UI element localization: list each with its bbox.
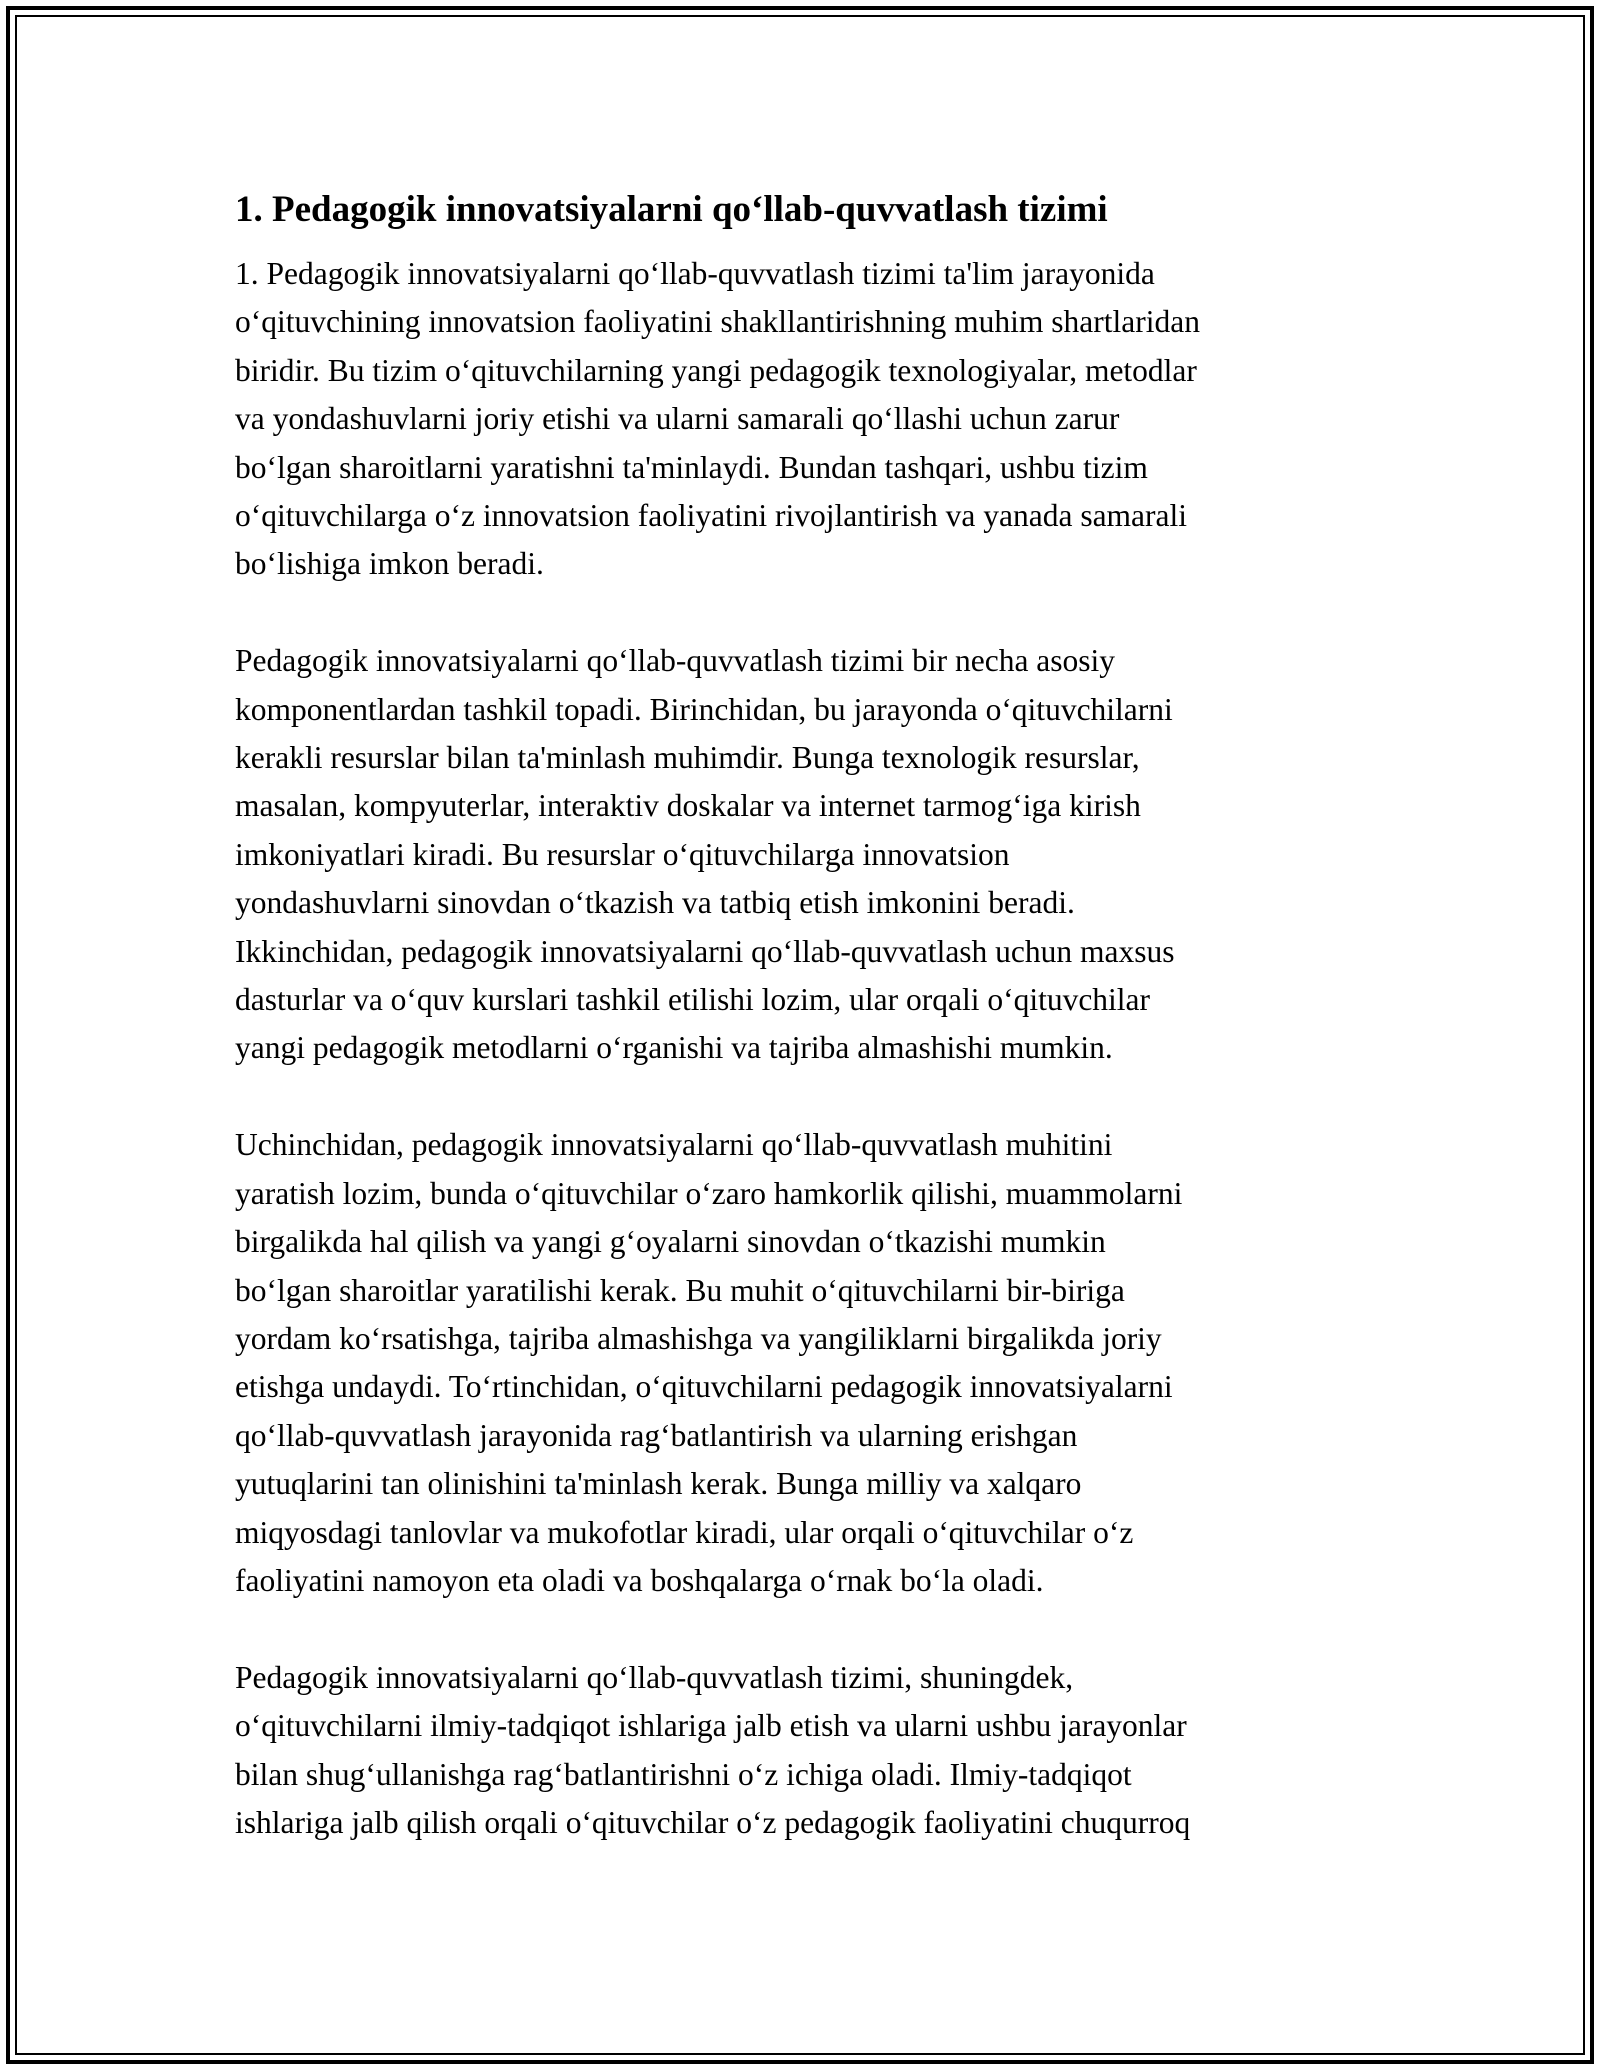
document-title: 1. Pedagogik innovatsiyalarni qo‘llab-quvvatlash tizimi (235, 189, 1108, 230)
paragraph-1: 1. Pedagogik innovatsiyalarni qo‘llab-quvvatlash tizimi ta'lim jarayonida o‘qituvchining innovatsion faoliyatini shakllantirishning muhim shartlaridan biridir. Bu tizim o‘qituvchilarning yangi pedagogik texnologiyalar, metodlar va yondashuvlarni joriy etishi va ularni samarali qo‘llashi uchun zarur bo‘lgan sharoitlarni yaratishni ta'minlaydi. Bundan tashqari, ushbu tizim o‘qituvchilarga o‘z innovatsion faoliyatini rivojlantirish va yanada samarali bo‘lishiga imkon beradi. (235, 256, 1200, 582)
document-body (235, 186, 1370, 1896)
paragraph-4: Pedagogik innovatsiyalarni qo‘llab-quvvatlash tizimi, shuningdek, o‘qituvchilarni ilmiy-tadqiqot ishlariga jalb etish va ularni ushbu jarayonlar bilan shug‘ullanishga rag‘batlantirishni o‘z ichiga oladi. Ilmiy-tadqiqot ishlariga jalb qilish orqali o‘qituvchilar o‘z pedagogik faoliyatini chuqurroq (235, 1659, 1191, 1840)
paragraph-3: Uchinchidan, pedagogik innovatsiyalarni qo‘llab-quvvatlash muhitini yaratish lozim, bunda o‘qituvchilar o‘zaro hamkorlik qilishi, muammolarni birgalikda hal qilish va yangi g‘oyalarni sinovdan o‘tkazishi mumkin bo‘lgan sharoitlar yaratilishi kerak. Bu muhit o‘qituvchilarni bir-biriga yordam ko‘rsatishga, tajriba almashishga va yangiliklarni birgalikda joriy etishga undaydi. To‘rtinchidan, o‘qituvchilarni pedagogik innovatsiyalarni qo‘llab-quvvatlash jarayonida rag‘batlantirish va ularning erishgan yutuqlarini tan olinishini ta'minlash kerak. Bunga milliy va xalqaro miqyosdagi tanlovlar va mukofotlar kiradi, ular orqali o‘qituvchilar o‘z faoliyatini namoyon eta oladi va boshqalarga o‘rnak bo‘la oladi. (235, 1127, 1183, 1598)
paragraph-2: Pedagogik innovatsiyalarni qo‘llab-quvvatlash tizimi bir necha asosiy komponentlardan tashkil topadi. Birinchidan, bu jarayonda o‘qituvchilarni kerakli resurslar bilan ta'minlash muhimdir. Bunga texnologik resurslar, masalan, kompyuterlar, interaktiv doskalar va internet tarmog‘iga kirish imkoniyatlari kiradi. Bu resurslar o‘qituvchilarga innovatsion yondashuvlarni sinovdan o‘tkazish va tatbiq etish imkonini beradi. Ikkinchidan, pedagogik innovatsiyalarni qo‘llab-quvvatlash uchun maxsus dasturlar va o‘quv kurslari tashkil etilishi lozim, ular orqali o‘qituvchilar yangi pedagogik metodlarni o‘rganishi va tajriba almashishi mumkin. (235, 643, 1175, 1066)
